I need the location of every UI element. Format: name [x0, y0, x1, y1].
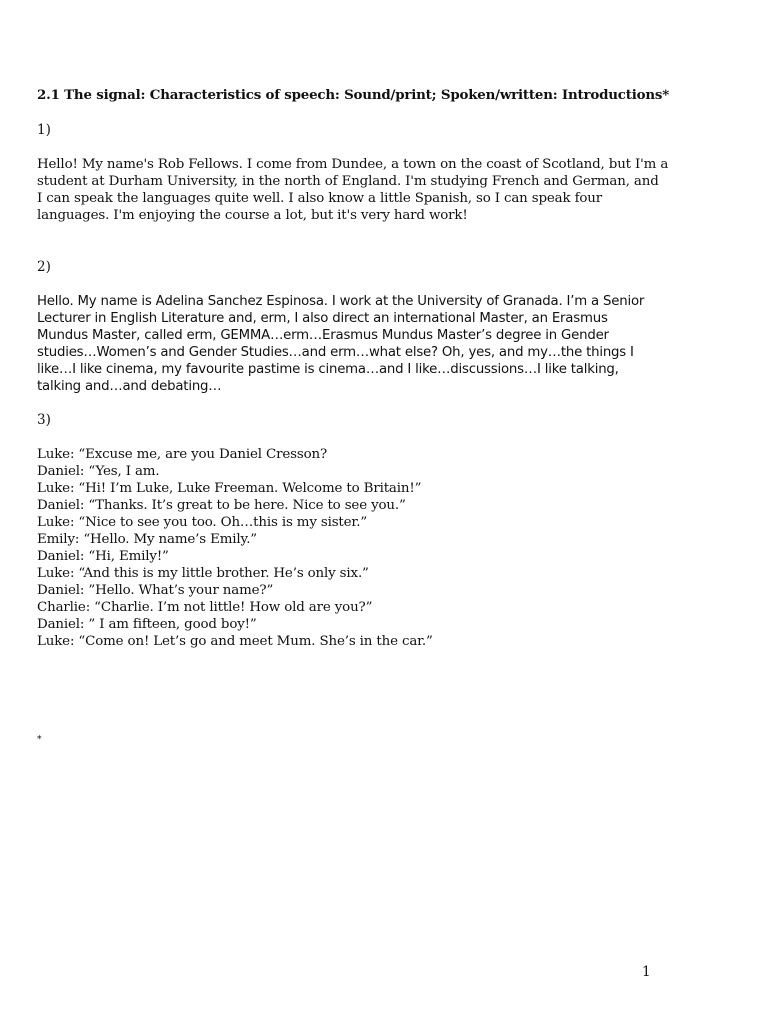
paragraph-line: studies…Women’s and Gender Studies…and erm…what else? Oh, yes, and my…the things I — [37, 345, 634, 360]
dialogue-line: Emily: “Hello. My name’s Emily.” — [37, 532, 257, 547]
footnote-mark: * — [37, 735, 42, 745]
dialogue-line: Daniel: “Yes, I am. — [37, 464, 160, 479]
dialogue-line: Luke: “Hi! I’m Luke, Luke Freeman. Welcome to Britain!” — [37, 481, 422, 496]
dialogue-line: Daniel: ” I am fifteen, good boy!” — [37, 617, 257, 632]
dialogue-line: Charlie: “Charlie. I’m not little! How old are you?” — [37, 600, 373, 615]
dialogue-line: Daniel: “Hi, Emily!” — [37, 549, 169, 564]
paragraph-line: I can speak the languages quite well. I also know a little Spanish, so I can speak four — [37, 191, 603, 206]
section-3-label: 3) — [37, 412, 51, 428]
section-heading: 2.1 The signal: Characteristics of speech: Sound/print; Spoken/written: Introductions* — [37, 87, 670, 103]
paragraph-line: Hello! My name's Rob Fellows. I come from Dundee, a town on the coast of Scotland, but I'm a — [37, 157, 669, 172]
paragraph-line: languages. I'm enjoying the course a lot, but it's very hard work! — [37, 208, 468, 223]
paragraph-line: Mundus Master, called erm, GEMMA…erm…Erasmus Mundus Master’s degree in Gender — [37, 328, 609, 343]
section-1-paragraph — [37, 156, 669, 224]
dialogue-line: Luke: “Excuse me, are you Daniel Cresson? — [37, 447, 328, 462]
paragraph-line: Hello. My name is Adelina Sanchez Espinosa. I work at the University of Granada. I’m a Senior — [37, 294, 645, 309]
page-number: 1 — [642, 964, 651, 980]
paragraph-line: like…I like cinema, my favourite pastime is cinema…and I like…discussions…I like talking, — [37, 362, 619, 377]
dialogue-line: Luke: “And this is my little brother. He’s only six.” — [37, 566, 369, 581]
section-2-label: 2) — [37, 259, 51, 275]
paragraph-line: Lecturer in English Literature and, erm, I also direct an international Master, an Erasmus — [37, 311, 608, 326]
dialogue-line: Daniel: “Thanks. It’s great to be here. Nice to see you.” — [37, 498, 406, 513]
dialogue-line: Daniel: ”Hello. What’s your name?” — [37, 583, 274, 598]
paragraph-line: talking and…and debating… — [37, 379, 222, 394]
section-2-paragraph — [37, 293, 677, 395]
dialogue-line: Luke: “Come on! Let’s go and meet Mum. She’s in the car.” — [37, 634, 433, 649]
dialogue-list — [37, 446, 637, 650]
dialogue-line: Luke: “Nice to see you too. Oh…this is my sister.” — [37, 515, 368, 530]
paragraph-line: student at Durham University, in the north of England. I'm studying French and German, and — [37, 174, 659, 189]
section-1-label: 1) — [37, 122, 51, 138]
